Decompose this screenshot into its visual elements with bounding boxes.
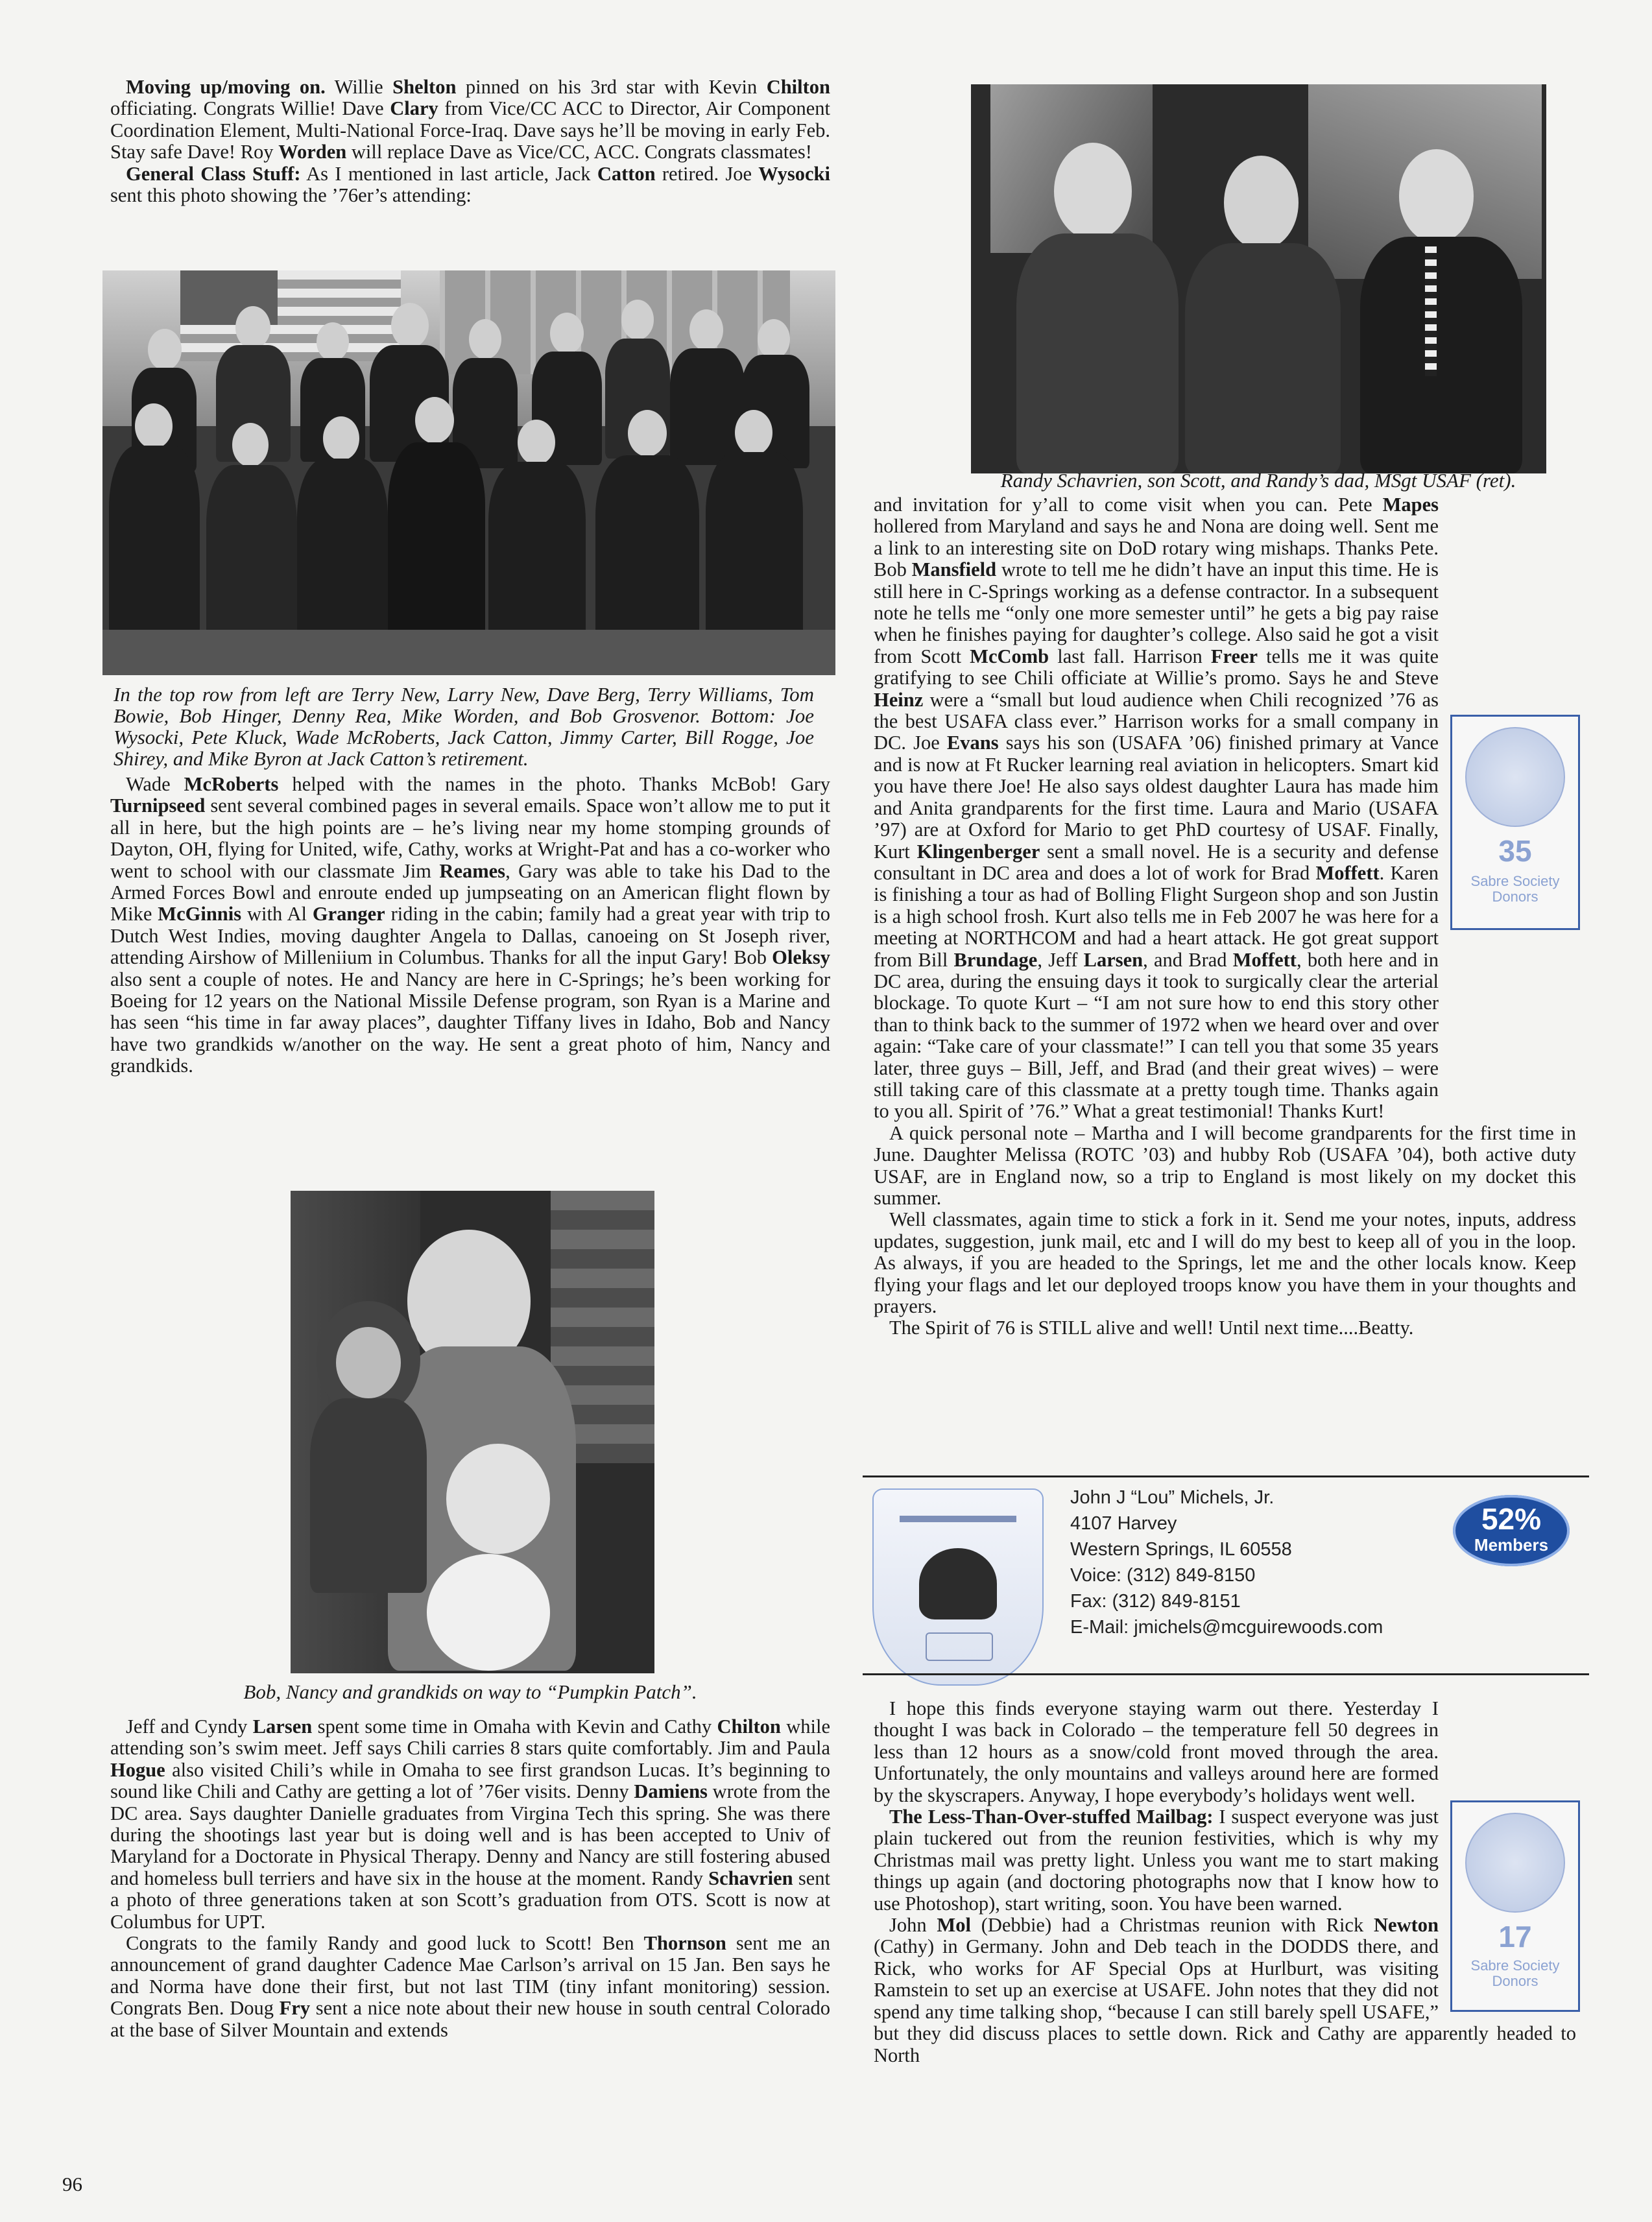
three-generations-caption: Randy Schavrien, son Scott, and Randy’s dad, MSgt USAF (ret). <box>1000 469 1516 492</box>
left-column-top <box>110 77 830 206</box>
retirement-group-photo <box>102 270 835 675</box>
bold-name: McComb <box>970 645 1049 667</box>
bold-name: Wysocki <box>758 162 830 185</box>
bold-name: Heinz <box>874 688 924 711</box>
class-crest-logo <box>872 1488 1044 1686</box>
paragraph-spirit-of-76: The Spirit of 76 is STILL alive and well! Until next time....Beatty. <box>889 1317 1414 1339</box>
bold-name: Mapes <box>1382 494 1439 516</box>
bold-name: Shelton <box>392 76 457 98</box>
bold-name: Damiens <box>634 1780 708 1803</box>
paragraph-mcroberts: Wade McRoberts helped with the names in the photo. Thanks McBob! Gary Turnipseed sent several combined pages in several emails. Space won’t allow me to put it all in here, but the high points are – he’s living near my home stomping grounds of Dayton, OH, flying for United, wife, Cathy, works at Wright-Pat and has a co-worker who went to school with our classmate Jim Reames, Gary was able to take his Dad to the Armed Forces Bowl and enroute ended up jumpseating on an American flight flown by Mike McGinnis with Al Granger riding in the cabin; family had a great year with trip to Dutch West Indies, moving daughter Angela to Dallas, canoeing on St Joseph river, attending Airshow of Milleniium in Columbus. Thanks for all the input Gary! Bob Oleksy also sent a couple of notes. He and Nancy are here in C-Springs; he’s been working for Boeing for 12 years on the National Missile Defense program, son Ryan is a Marine and has seen “his time in far away places”, daughter Tiffany lives in Idaho, Bob and Nancy have two grandkids w/another on the way. He sent a great photo of him, Nancy and grandkids. <box>110 773 830 1077</box>
left-column-middle <box>110 774 830 1077</box>
bold-name: The Less-Than-Over-stuffed Mailbag: <box>889 1806 1214 1828</box>
paragraph-mapes: and invitation for y’all to come visit when you can. Pete Mapes hollered from Maryland and says he and Nona are doing well. Sent me a link to an interesting site on DoD rotary wing mishaps. Thanks Pete. Bob Mansfield wrote to tell me he didn’t have an input this time. He is still here in C-Springs working as a defense contractor. In a subsequent note he tells me “only one more semester until” he gets a big pay raise when he finishes paying for daughter’s college. Also said he got a visit from Scott McComb last fall. Harrison Freer tells me it was quite gratifying to see Chili officiate at Willie’s promo. Says he and Steve Heinz were a “small but loud audience when Chili recognized ’76 as the best USAFA class ever.” Harrison works for a small company in DC. Joe Evans says his son (USAFA ’06) finished primary at Vance and is now at Ft Rucker learning real aviation in helicopters. Smart kid you have there Joe! He also says oldest daughter Laura has made him and Anita grandparents for the first time. Laura and Mario (USAFA ’97) are at Oxford for Mario to get PhD courtesy of USAF. Finally, Kurt Klingenberger sent a small novel. He is a security and defense consultant in DC area and does a lot of work for Brad Moffett. Karen is finishing a tour as had of Bolling Flight Surgeon shop and son Justin is a high school frosh. Kurt also tells me in Feb 2007 he was here for a meeting at NORTHCOM and had a heart attack. He got great support from Bill Brundage, Jeff Larsen, and Brad Moffett, both here and in DC area, during the ensuing days it took to surgically clear the arterial blockage. To quote Kurt – “I am not sure how to end this story other than to think back to the summer of 1972 when we heard over and over again: “Take care of your classmate!” I can tell you that some 35 years later, three guys – Bill, Jeff, and Brad (and their great wives) – were still taking care of this classmate at a pretty tough time. Thanks again to you all. Spirit of ’76.” What a great testimonial! Thanks Kurt! <box>874 494 1439 1123</box>
badge-donor-count: 17 <box>1498 1920 1532 1953</box>
paragraph-well-classmates: Well classmates, again time to stick a fork in it. Send me your notes, inputs, address updates, suggestion, junk mail, etc and I will do my best to keep all of you in the loop. As always, if you are headed to the Springs, let me and the other locals know. Keep flying your flags and let our deployed troops know you have them in your thoughts and prayers. <box>874 1208 1576 1318</box>
bold-name: Catton <box>597 162 656 185</box>
contact-block <box>1070 1487 1433 1638</box>
contact-name: John J “Lou” Michels, Jr. <box>1070 1487 1275 1508</box>
members-pct: 52% <box>1481 1502 1542 1536</box>
bold-name: Oleksy <box>772 946 830 969</box>
bold-name: Moffett <box>1315 861 1380 884</box>
bold-name: Thornson <box>643 1932 726 1955</box>
bold-name: Clary <box>390 97 438 120</box>
members-label: Members <box>1474 1535 1549 1555</box>
sabre-society-seal-icon <box>1465 727 1565 827</box>
paragraph-personal-note: A quick personal note – Martha and I will become grandparents for the first time in June. Daughter Melissa (ROTC ’03) and hubby Rob (USAFA ’04), both active duty USAF, are in England now, so a trip to England is most likely on my docket this summer. <box>874 1121 1576 1209</box>
badge-donor-count: 35 <box>1498 834 1532 868</box>
members-percentage-badge <box>1453 1495 1570 1566</box>
bold-name: McGinnis <box>158 903 242 926</box>
badge-label: Sabre Society <box>1470 1957 1560 1974</box>
bold-name: Klingenberger <box>916 840 1040 863</box>
retirement-photo-caption: In the top row from left are Terry New, Larry New, Dave Berg, Terry Williams, Tom Bowie, Bob Hinger, Denny Rea, Mike Worden, and Bob Grosvenor. Bottom: Joe Wysocki, Pete Kluck, Wade McRoberts, Jack Catton, Jimmy Carter, Bill Rogge, Joe Shirey, and Mike Byron at Jack Catton’s retirement. <box>114 683 814 770</box>
badge-label-donors: Donors <box>1492 889 1538 905</box>
left-column-bottom <box>110 1716 830 2041</box>
sabre-society-seal-icon <box>1465 1813 1565 1913</box>
contact-city: Western Springs, IL 60558 <box>1070 1539 1292 1560</box>
paragraph-mol-newton: John Mol (Debbie) had a Christmas reunion with Rick Newton (Cathy) in Germany. John and Deb teach in the DODDS there, and Rick, who works for AF Special Ops at Hurlburt, was visiting Ramstein to set up an exercise at USAFE. John notes that they did not spend any time talking shop, “because I can still barely spell USAFE,” but they did discuss places to settle down. Rick and Cathy are apparently headed to North <box>874 1914 1576 2066</box>
bold-name: Mansfield <box>911 558 997 581</box>
bold-name: Moffett <box>1232 948 1297 971</box>
bold-name: Larsen <box>252 1715 313 1738</box>
contact-fax: Fax: (312) 849-8151 <box>1070 1591 1241 1612</box>
sabre-society-badge-17 <box>1450 1800 1580 2012</box>
grandkids-photo-caption: Bob, Nancy and grandkids on way to “Pumpkin Patch”. <box>243 1680 697 1703</box>
paragraph-staying-warm: I hope this finds everyone staying warm out there. Yesterday I thought I was back in Colorado – the temperature fell 50 degrees in less than 12 hours as a snow/cold front moved through the area. Unfortunately, the only mountains and valleys around here are formed by the skyscrapers. Anyway, I hope everybody’s holidays went well. <box>874 1697 1439 1806</box>
paragraph-larsen: Jeff and Cyndy Larsen spent some time in Omaha with Kevin and Cathy Chilton while attending son’s swim meet. Jeff says Chili carries 8 stars quite comfortably. Jim and Paula Hogue also visited Chili’s while in Omaha to see first grandson Lucas. It’s beginning to sound like Chili and Cathy are getting a lot of ’76er visits. Denny Damiens wrote from the DC area. Says daughter Danielle graduates from Virgina Tech this spring. She was there during the shootings last year but is doing well and is has been accepted to Univ of Maryland for a Doctorate in Physical Therapy. Denny and Nancy are still fostering abused and homeless bull terriers and have six in the house at the moment. Randy Schavrien sent a photo of three generations taken at son Scott’s graduation from OTS. Scott is now at Columbus for UPT. <box>110 1715 830 1933</box>
bold-name: Evans <box>946 732 999 754</box>
three-generations-photo <box>971 84 1546 473</box>
bold-name: Brundage <box>953 948 1038 971</box>
bold-name: Freer <box>1210 645 1258 667</box>
paragraph-moving-up: Moving up/moving on. Willie Shelton pinned on his 3rd star with Kevin Chilton officiating. Congrats Willie! Dave Clary from Vice/CC ACC to Director, Air Component Coordination Element, Multi-National Force-Iraq. Dave says he’ll be moving in early Feb. Stay safe Dave! Roy Worden will replace Dave as Vice/CC, ACC. Congrats classmates! <box>110 76 830 163</box>
bold-name: General Class Stuff: <box>126 162 301 185</box>
paragraph-general-class-stuff: General Class Stuff: As I mentioned in last article, Jack Catton retired. Joe Wysocki sent this photo showing the ’76er’s attending: <box>110 162 830 207</box>
bold-name: Chilton <box>717 1715 781 1738</box>
section-divider <box>863 1475 1589 1477</box>
bold-name: Schavrien <box>708 1867 793 1889</box>
contact-voice: Voice: (312) 849-8150 <box>1070 1565 1256 1586</box>
bold-name: Reames <box>439 859 506 882</box>
bold-name: Granger <box>312 903 385 926</box>
badge-label: Sabre Society <box>1470 873 1560 889</box>
bold-name: Moving up/moving on. <box>126 76 326 98</box>
bold-name: Newton <box>1374 1914 1439 1937</box>
bold-name: Mol <box>937 1914 971 1937</box>
badge-label-donors: Donors <box>1492 1973 1538 1989</box>
bold-name: Chilton <box>766 76 830 98</box>
contact-email[interactable]: E-Mail: jmichels@mcguirewoods.com <box>1070 1617 1383 1638</box>
section-divider-bottom <box>863 1673 1589 1675</box>
page-number: 96 <box>62 2173 82 2195</box>
grandkids-photo <box>291 1191 654 1673</box>
bold-name: Worden <box>278 141 347 163</box>
contact-street: 4107 Harvey <box>1070 1513 1177 1534</box>
bold-name: Turnipseed <box>110 794 206 817</box>
paragraph-mailbag: The Less-Than-Over-stuffed Mailbag: I suspect everyone was just plain tuckered out from the reunion festivities, which is why my Christmas mail was pretty light. Unless you want me to start making things up again (and doctoring photographs now that I know how to use Photoshop), start writing, soon. You have been warned. <box>874 1806 1439 1915</box>
bold-name: Hogue <box>110 1758 165 1781</box>
bold-name: Fry <box>279 1997 311 2020</box>
bold-name: McRoberts <box>184 773 279 795</box>
paragraph-congrats-randy: Congrats to the family Randy and good luck to Scott! Ben Thornson sent me an announcement of grand daughter Cadence Mae Carlson’s arrival on 15 Jan. Ben says he and Norma have done their first, but not last TIM (tiny infant monitoring) session. Congrats Ben. Doug Fry sent a nice note about their new house in south central Colorado at the base of Silver Mountain and extends <box>110 1932 831 2041</box>
bold-name: Larsen <box>1083 948 1143 971</box>
sabre-society-badge-35 <box>1450 715 1580 930</box>
